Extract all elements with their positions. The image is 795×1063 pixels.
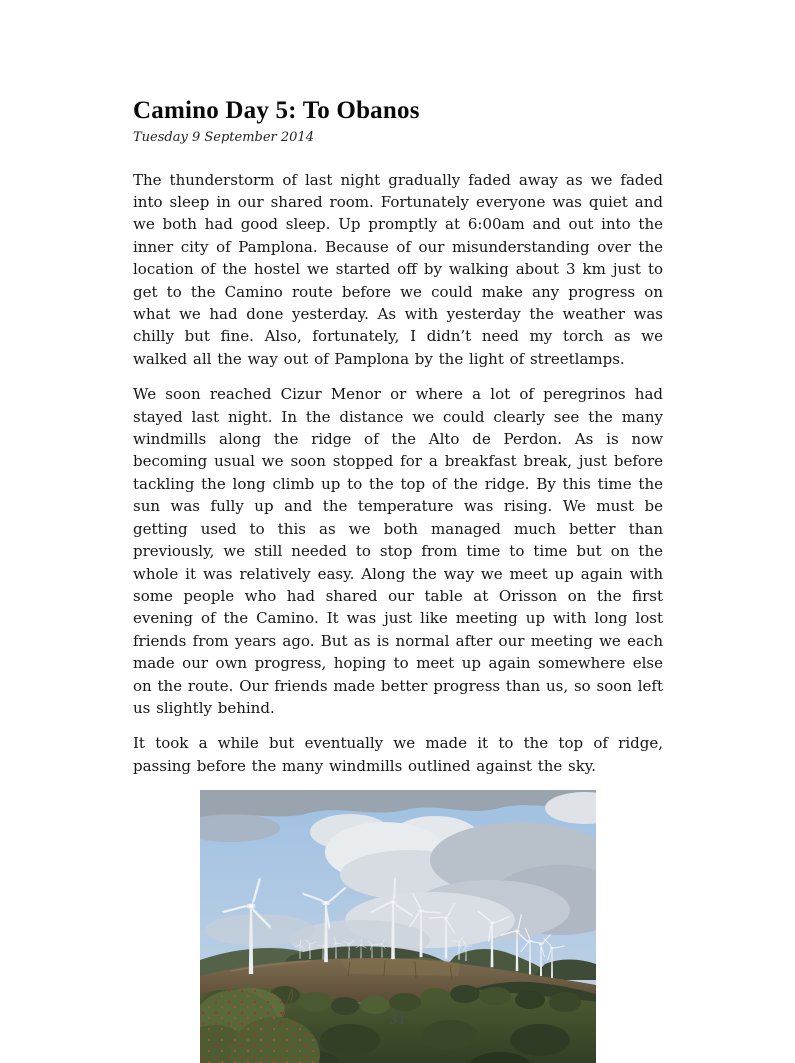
page-number: 31 [388,1012,407,1028]
page-title: Camino Day 5: To Obanos [133,97,420,124]
paragraph-3: It took a while but eventually we made it to the top of ridge, passing before the many windmills outlined against the sky. [133,734,663,775]
entry-date: Tuesday 9 September 2014 [133,130,314,145]
paragraph-1: The thunderstorm of last night gradually faded away as we faded into sleep in our shared room. Fortunately everyone was quiet and we both had good sleep. Up promptly at 6:00am and out into the inner city of Pamplona. Because of our misunderstanding over the location of the hostel we started off by walking about 3 km just to get to the Camino route before we could make any progress on what we had done yesterday. As with yesterday the weather was chilly but fine. Also, fortunately, I didn’t need my torch as we walked all the way out of Pamplona by the light of streetlamps. [133,170,663,368]
paragraph-2: We soon reached Cizur Menor or where a lot of peregrinos had stayed last night. In the distance we could clearly see the many windmills along the ridge of the Alto de Perdon. As is now becoming usual we soon stopped for a breakfast break, just before tackling the long climb up to the top of the ridge. By this time the sun was fully up and the temperature was rising. We must be getting used to this as we both managed much better than previously, we still needed to stop from time to time but on the whole it was relatively easy. Along the way we meet up again with some people who had shared our table at Orisson on the first evening of the Camino. It was just like meeting up with long lost friends from years ago. But as is normal after our meeting we each made our own progress, hoping to meet up again somewhere else on the route. Our friends made better progress than us, so soon left us slightly behind. [133,385,663,717]
